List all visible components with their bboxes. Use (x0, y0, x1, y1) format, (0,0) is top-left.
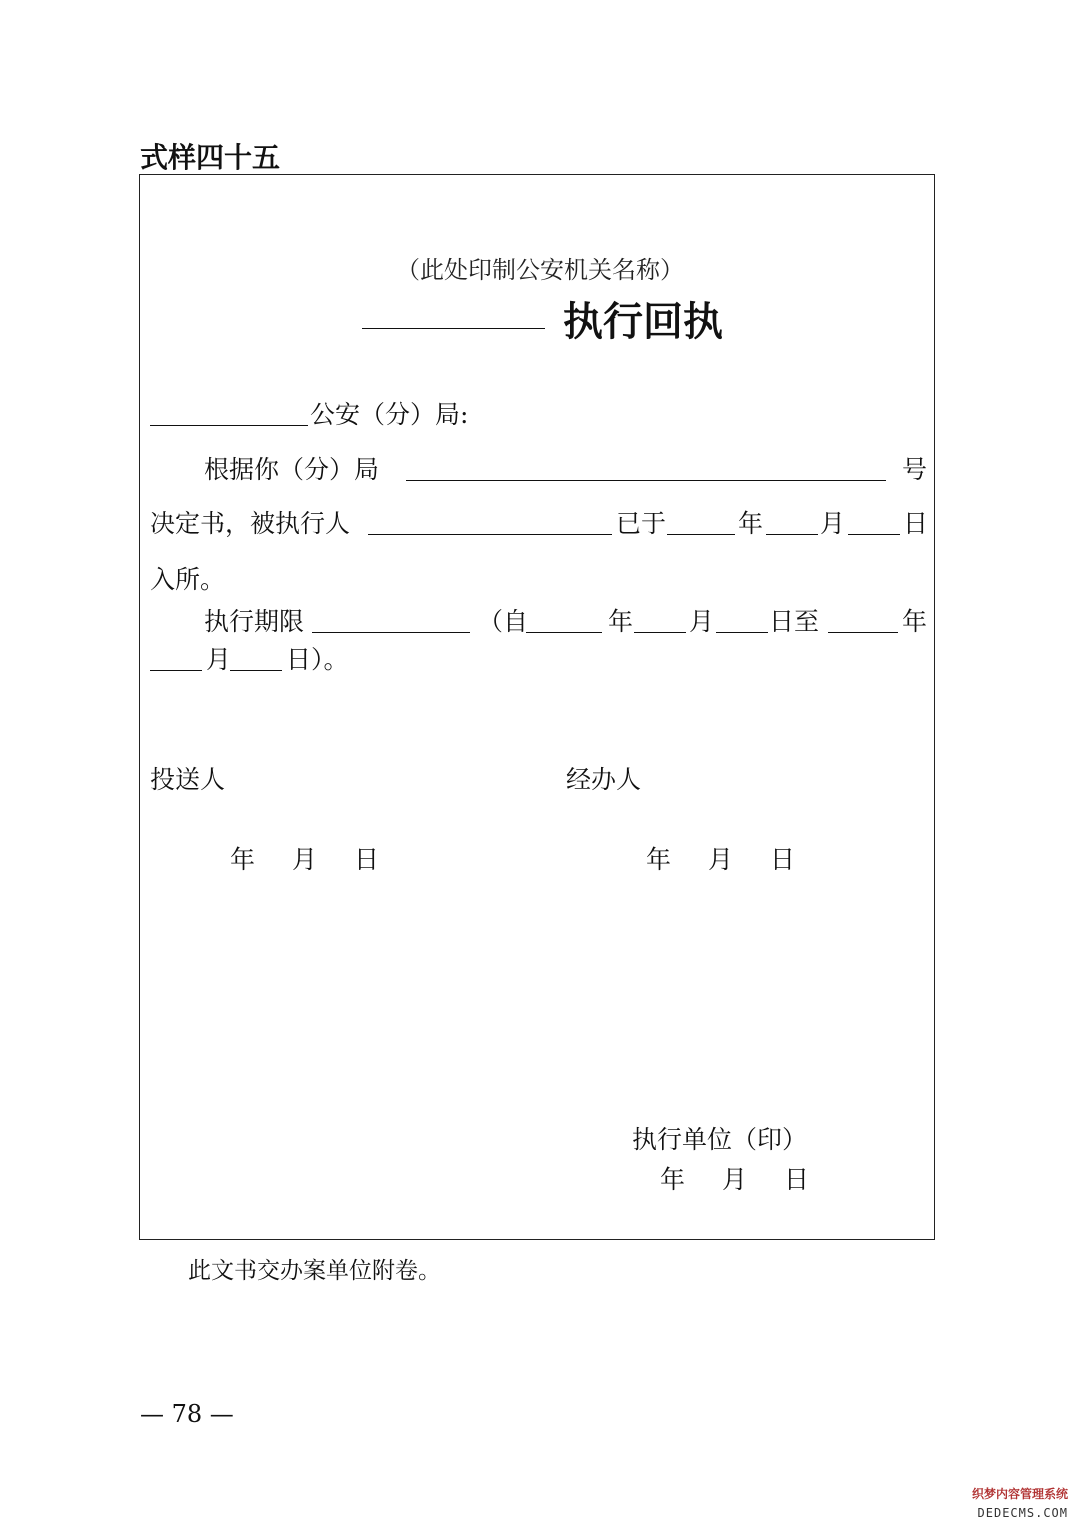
watermark-domain: DEDECMS.COM (977, 1506, 1068, 1520)
line1-prefix: 根据你（分）局 (204, 455, 380, 484)
entry-year-blank (667, 534, 735, 535)
to-year-label: 年 (902, 607, 928, 636)
from-year-label: 年 (608, 607, 634, 636)
addressee-suffix: 公安（分）局: (310, 400, 469, 429)
line1-suffix: 号 (902, 455, 928, 484)
handler-label: 经办人 (566, 765, 642, 794)
entry-day-blank (848, 534, 900, 535)
from-month-blank (634, 632, 686, 633)
footer-note: 此文书交办案单位附卷。 (188, 1258, 441, 1284)
watermark-text: 织梦内容管理系统 (971, 1487, 1068, 1501)
title-blank-line (362, 328, 545, 329)
sender-label: 投送人 (150, 765, 226, 794)
from-month-label: 月 (689, 607, 715, 636)
to-day-blank (230, 670, 282, 671)
term-label: 执行期限 (204, 607, 305, 636)
handler-date: 年 月 日 (646, 845, 802, 874)
line2-already: 已于 (616, 509, 667, 538)
form-style-label: 式样四十五 (140, 141, 281, 174)
entry-day-label: 日 (903, 509, 929, 538)
from-year-blank (526, 632, 602, 633)
to-month-label: 月 (206, 645, 232, 674)
term-blank (312, 632, 470, 633)
person-blank (368, 534, 612, 535)
to-year-blank (828, 632, 898, 633)
entry-month-blank (766, 534, 818, 535)
line2-prefix: 决定书，被执行人 (150, 509, 351, 538)
term-to: 日至 (769, 607, 820, 636)
decision-number-blank (406, 480, 886, 481)
org-name-placeholder: （此处印制公安机关名称） (396, 256, 684, 284)
term-from: （自 (478, 607, 529, 636)
document-title: 执行回执 (563, 299, 723, 345)
to-month-blank (150, 670, 202, 671)
sender-date: 年 月 日 (230, 845, 386, 874)
from-day-blank (716, 632, 768, 633)
form-frame (139, 174, 935, 1240)
line3-text: 入所。 (150, 565, 226, 594)
execution-unit-seal: 执行单位（印） (632, 1125, 808, 1154)
execution-date: 年 月 日 (660, 1165, 816, 1194)
line5-end: 日）。 (286, 645, 349, 674)
entry-year-label: 年 (738, 509, 764, 538)
addressee-blank-line (150, 425, 308, 426)
page-number: — 78 — (140, 1400, 234, 1428)
entry-month-label: 月 (820, 509, 846, 538)
